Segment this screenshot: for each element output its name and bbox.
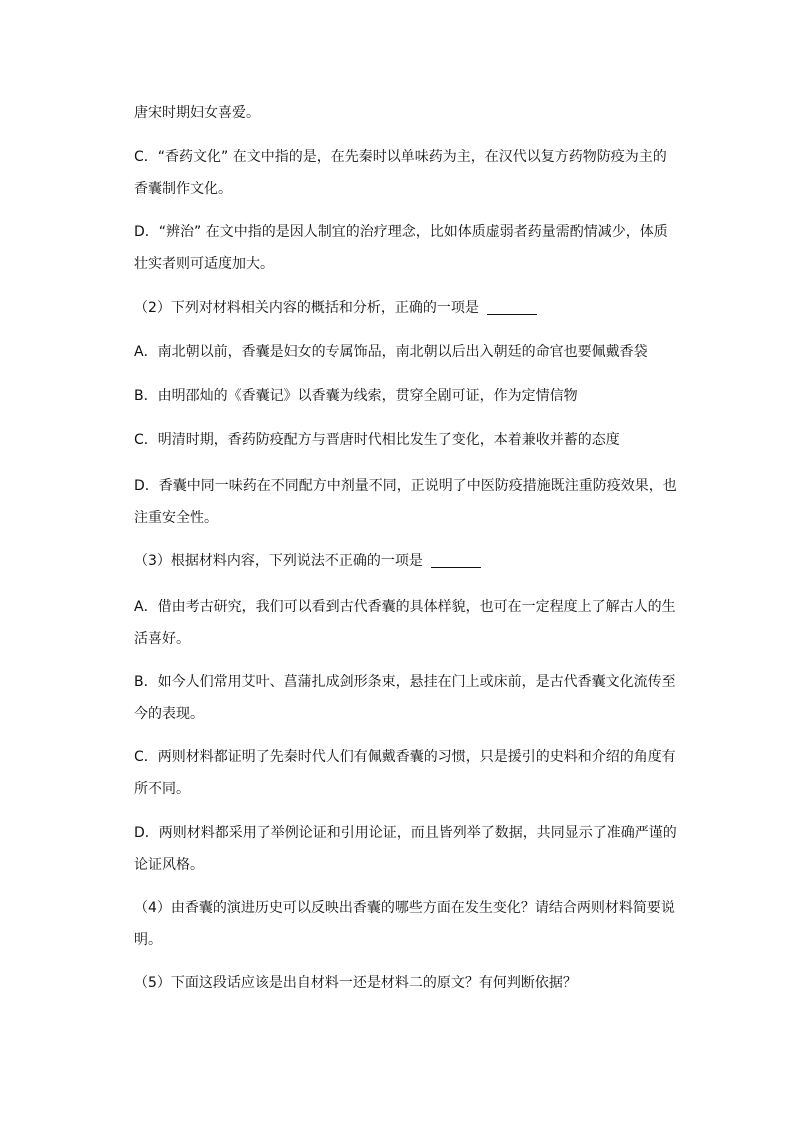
question-text: （5）下面这段话应该是出自材料一还是材料二的原文？有何判断依据？ [134,975,577,991]
option-text: D．“辨治” 在文中指的是因人制宜的治疗理念，比如体质虚弱者药量需酌情减少，体质壮实者则可适度加大。 [134,224,668,272]
q3-option-b [134,666,680,730]
option-text: D．两则材料都采用了举例论证和引用论证，而且皆列举了数据，共同显示了准确严谨的论证风格。 [134,825,677,873]
option-text: A．借由考古研究，我们可以看到古代香囊的具体样貌，也可在一定程度上了解古人的生活喜好。 [134,599,676,647]
paragraph-text: 唐宋时期妇女喜爱。 [134,105,260,121]
option-text: B．如今人们常用艾叶、菖蒲扎成剑形条束，悬挂在门上或床前，是古代香囊文化流传至今的表现。 [134,674,676,722]
q1-option-c [134,141,680,205]
option-text: C．两则材料都证明了先秦时代人们有佩戴香囊的习惯，只是援引的史料和介绍的角度有所不同。 [134,749,676,797]
question-2 [134,292,680,324]
question-text: （3）根据材料内容，下列说法不正确的一项是 [134,553,423,569]
q2-option-d [134,470,680,534]
question-3 [134,545,680,577]
q3-option-c [134,741,680,805]
q3-option-d [134,817,680,881]
question-5 [134,967,680,999]
option-text: D．香囊中同一味药在不同配方中剂量不同，正说明了中医防疫措施既注重防疫效果，也注重安全性。 [134,478,677,526]
q3-option-a [134,591,680,655]
option-text: A．南北朝以前，香囊是妇女的专属饰品，南北朝以后出入朝廷的命官也要佩戴香袋 [134,344,648,360]
q2-option-b [134,380,680,412]
q2-option-c [134,424,680,456]
q1-option-d [134,216,680,280]
question-text: （2）下列对材料相关内容的概括和分析，正确的一项是 [134,300,479,316]
answer-blank[interactable] [431,551,481,568]
paragraph-continuation [134,97,680,129]
answer-blank[interactable] [487,298,537,315]
option-text: C．“香药文化” 在文中指的是，在先秦时以单味药为主，在汉代以复方药物防疫为主的香囊制作文化。 [134,149,667,197]
question-text: （4）由香囊的演进历史可以反映出香囊的哪些方面在发生变化？请结合两则材料简要说明。 [134,900,675,948]
q2-option-a [134,336,680,368]
option-text: C．明清时期，香药防疫配方与晋唐时代相比发生了变化，本着兼收并蓄的态度 [134,432,620,448]
question-4 [134,892,680,956]
option-text: B．由明邵灿的《香囊记》以香囊为线索，贯穿全剧可证，作为定情信物 [134,388,578,404]
